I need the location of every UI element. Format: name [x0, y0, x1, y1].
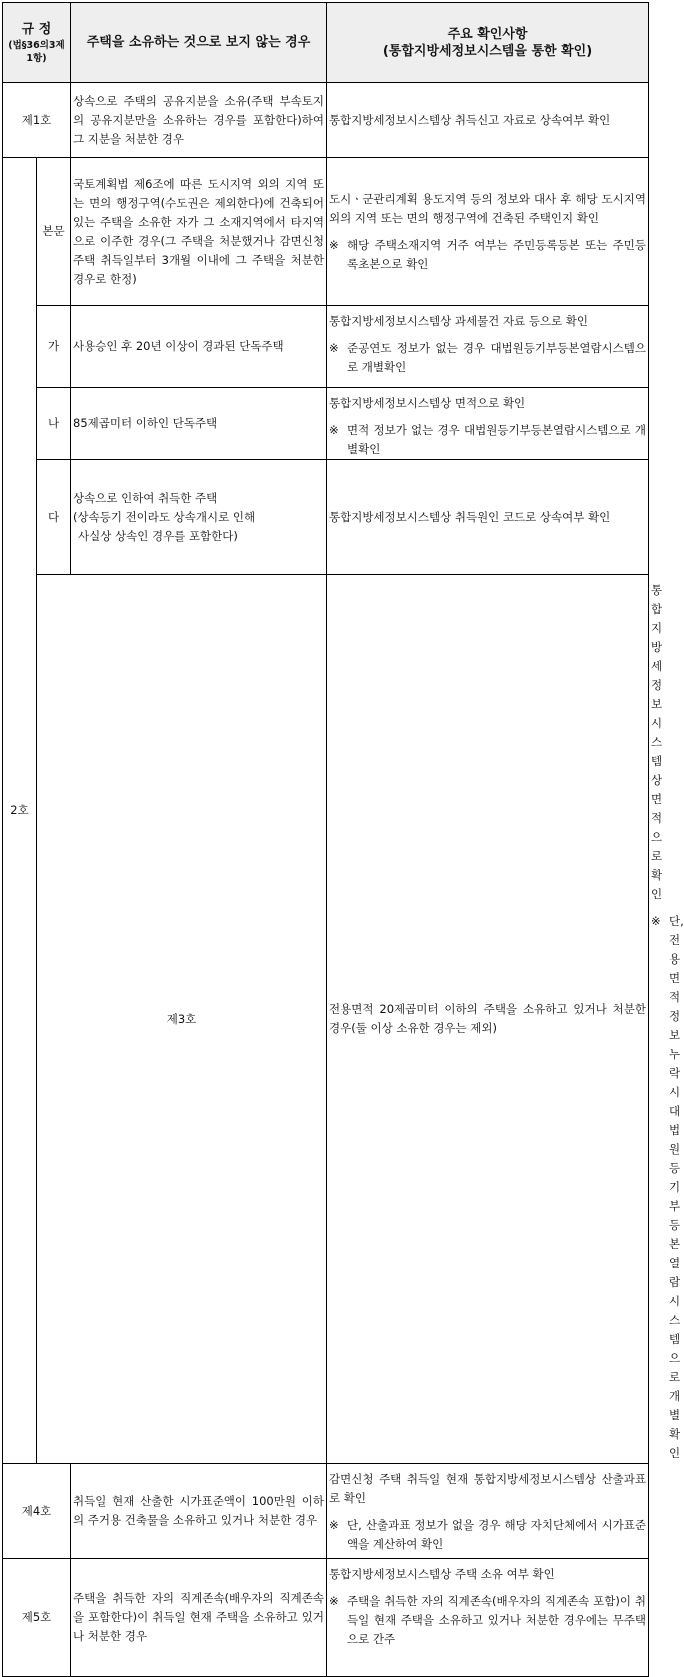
case-cell: 상속으로 주택의 공유지분을 소유(주택 부속토지의 공유지분만을 소유하는 경우를 포함한다)하여 그 지분을 처분한 경우	[71, 83, 327, 158]
case-cell: 사용승인 후 20년 이상이 경과된 단독주택	[71, 306, 327, 388]
note: ※ 주택을 취득한 자의 직계존속(배우자의 직계존속 포함)이 취득일 현재 주택을 소유하고 있거나 처분한 경우에는 무주택으로 간주	[329, 1594, 646, 1646]
row-label: 제1호	[3, 83, 71, 158]
check-cell: 감면신청 주택 취득일 현재 통합지방세정보시스템상 산출과표로 확인 ※ 단, 산출과표 정보가 없을 경우 해당 자치단체에서 시가표준액을 계산하여 확인	[327, 1464, 649, 1559]
table-row-3: 제3호 전용면적 20제곱미터 이하의 주택을 소유하고 있거나 처분한 경우(둘 이상 소유한 경우는 제외) 통합지방세정보시스템상 면적으로 확인 ※ 단, 전용면적 정보 누락시 대법원 등기부등본 열람시스템으로 개별확인	[3, 575, 649, 1464]
check-cell: 통합지방세정보시스템상 주택 소유 여부 확인 ※ 주택을 취득한 자의 직계존속(배우자의 직계존속 포함)이 취득일 현재 주택을 소유하고 있거나 처분한 경우에는 무주택으로 간주	[327, 1559, 649, 1677]
case-cell: 국토계획법 제6조에 따른 도시지역 외의 지역 또는 면의 행정구역(수도권은 제외한다)에 건축되어 있는 주택을 소유한 자가 그 소재지역에서 타지역으로 이주한 경우(그 주택을 처분했거나 감면신청 주택 취득일부터 3개월 이내에 그 주택을 처분한 경우로 한정)	[71, 158, 327, 306]
table-row-2-da	[3, 460, 649, 575]
header-check: 주요 확인사항 (통합지방세정보시스템을 통한 확인)	[327, 3, 649, 83]
table-row-5	[3, 1559, 649, 1677]
table-row-1	[3, 83, 649, 158]
row-label: 제4호	[3, 1464, 71, 1559]
case-cell: 취득일 현재 산출한 시가표준액이 100만원 이하의 주거용 건축물을 소유하고 있거나 처분한 경우	[71, 1464, 327, 1559]
check-cell: 통합지방세정보시스템상 취득원인 코드로 상속여부 확인	[327, 460, 649, 575]
table-row-4	[3, 1464, 649, 1559]
header-rule-sub: (법§36의3제1항)	[8, 40, 65, 64]
header-row	[3, 3, 649, 83]
note: ※ 준공연도 정보가 없는 경우 대법원등기부등본열람시스템으로 개별확인	[329, 341, 646, 374]
check-cell: 통합지방세정보시스템상 과세물건 자료 등으로 확인 ※ 준공연도 정보가 없는 경우 대법원등기부등본열람시스템으로 개별확인	[327, 306, 649, 388]
row-label: 제5호	[3, 1559, 71, 1677]
note: ※ 면적 정보가 없는 경우 대법원등기부등본열람시스템으로 개별확인	[329, 423, 646, 456]
regulation-table	[2, 2, 684, 1677]
case-cell: 전용면적 20제곱미터 이하의 주택을 소유하고 있거나 처분한 경우(둘 이상 소유한 경우는 제외)	[327, 575, 649, 1464]
table-row-2-ga	[3, 306, 649, 388]
note: ※ 단, 산출과표 정보가 없을 경우 해당 자치단체에서 시가표준액을 계산하여 확인	[329, 1518, 646, 1551]
case-cell: 주택을 취득한 자의 직계존속(배우자의 직계존속을 포함한다)이 취득일 현재 주택을 소유하고 있거나 처분한 경우	[71, 1559, 327, 1677]
case-cell: 상속으로 인하여 취득한 주택 (상속등기 전이라도 상속개시로 인해 사실상 상속인 경우를 포함한다)	[71, 460, 327, 575]
check-cell: 통합지방세정보시스템상 면적으로 확인 ※ 면적 정보가 없는 경우 대법원등기부등본열람시스템으로 개별확인	[327, 388, 649, 460]
header-rule	[3, 3, 71, 83]
sub-label: 나	[37, 388, 71, 460]
check-cell: 통합지방세정보시스템상 취득신고 자료로 상속여부 확인	[327, 83, 649, 158]
note: ※ 해당 주택소재지역 거주 여부는 주민등록등본 또는 주민등록초본으로 확인	[329, 237, 646, 271]
check-cell: 도시ㆍ군관리계획 용도지역 등의 정보와 대사 후 해당 도시지역 외의 지역 또는 면의 행정구역에 건축된 주택인지 확인 ※ 해당 주택소재지역 거주 여부는 주민등록등본 또는 주민등록초본으로 확인	[327, 158, 649, 306]
row-label: 제3호	[37, 575, 327, 1464]
table-row-2-main	[3, 158, 649, 306]
row-label: 2호	[3, 158, 37, 1464]
table-row-2-na	[3, 388, 649, 460]
header-rule-title: 규 정	[21, 22, 52, 37]
sub-label: 가	[37, 306, 71, 388]
case-cell: 85제곱미터 이하인 단독주택	[71, 388, 327, 460]
sub-label: 다	[37, 460, 71, 575]
sub-label: 본문	[37, 158, 71, 306]
header-case: 주택을 소유하는 것으로 보지 않는 경우	[71, 3, 327, 83]
